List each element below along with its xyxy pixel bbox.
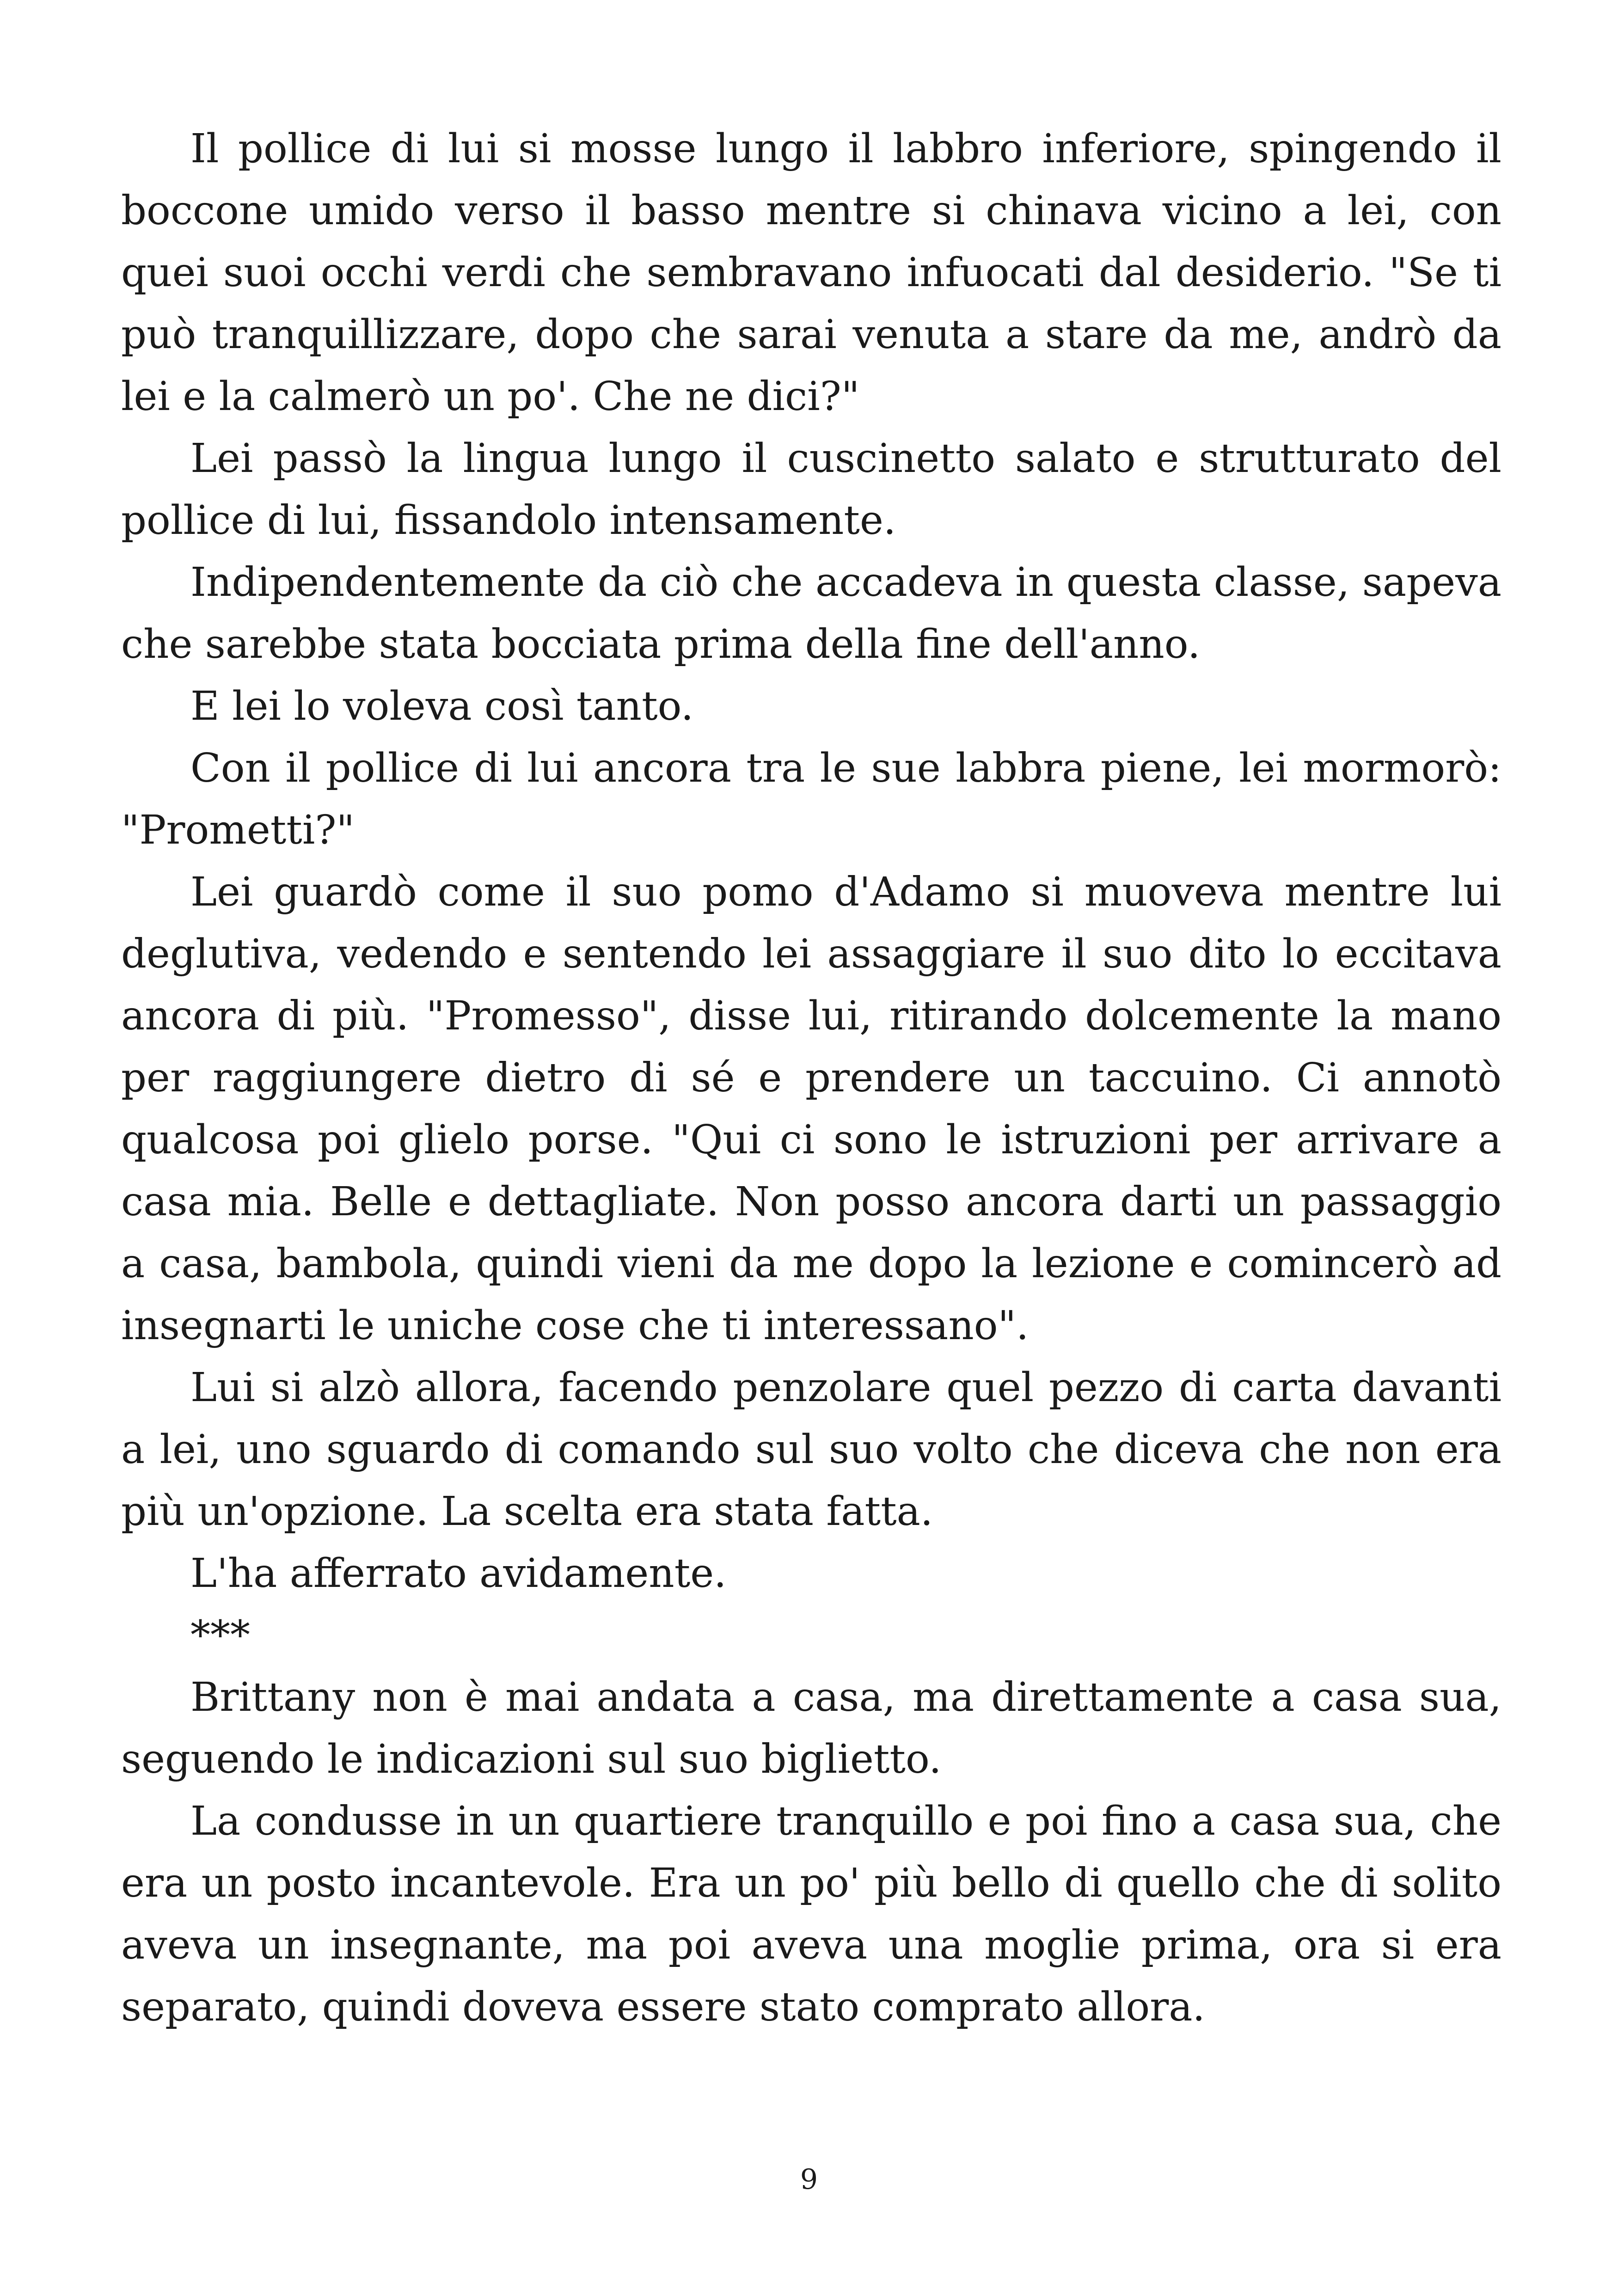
paragraph: E lei lo voleva così tanto. <box>190 683 694 729</box>
paragraph: Con il pollice di lui ancora tra le sue labbra piene, lei mormorò: "Prometti?" <box>121 745 1502 853</box>
paragraph: Indipendentemente da ciò che accadeva in questa classe, sapeva che sarebbe stata bocciata prima della fine dell'anno. <box>121 559 1502 667</box>
body-text <box>121 118 1502 2038</box>
paragraph: La condusse in un quartiere tranquillo e poi fino a casa sua, che era un posto incantevole. Era un po' più bello di quello che di solito aveva un insegnante, ma poi aveva una moglie prima, ora si era separato, quindi doveva essere stato comprato allora. <box>121 1798 1502 2030</box>
paragraph: Lui si alzò allora, facendo penzolare quel pezzo di carta davanti a lei, uno sguardo di comando sul suo volto che diceva che non era più un'opzione. La scelta era stata fatta. <box>121 1365 1502 1535</box>
page-number: 9 <box>800 2163 818 2196</box>
paragraph: L'ha afferrato avidamente. <box>190 1550 727 1597</box>
paragraph: Brittany non è mai andata a casa, ma direttamente a casa sua, seguendo le indicazioni sul suo biglietto. <box>121 1674 1502 1782</box>
scene-break: *** <box>190 1612 250 1659</box>
paragraph: Lei guardò come il suo pomo d'Adamo si muoveva mentre lui deglutiva, vedendo e sentendo lei assaggiare il suo dito lo eccitava ancora di più. "Promesso", disse lui, ritirando dolcemente la mano per raggiungere dietro di sé e prendere un taccuino. Ci annotò qualcosa poi glielo porse. "Qui ci sono le istruzioni per arrivare a casa mia. Belle e dettagliate. Non posso ancora darti un passaggio a casa, bambola, quindi vieni da me dopo la lezione e comincerò ad insegnarti le uniche cose che ti interessano". <box>121 869 1502 1349</box>
paragraph: Il pollice di lui si mosse lungo il labbro inferiore, spingendo il boccone umido verso il basso mentre si chinava vicino a lei, con quei suoi occhi verdi che sembravano infuocati dal desiderio. "Se ti può tranquillizzare, dopo che sarai venuta a stare da me, andrò da lei e la calmerò un po'. Che ne dici?" <box>121 126 1502 420</box>
paragraph: Lei passò la lingua lungo il cuscinetto salato e strutturato del pollice di lui, fissandolo intensamente. <box>121 435 1502 544</box>
